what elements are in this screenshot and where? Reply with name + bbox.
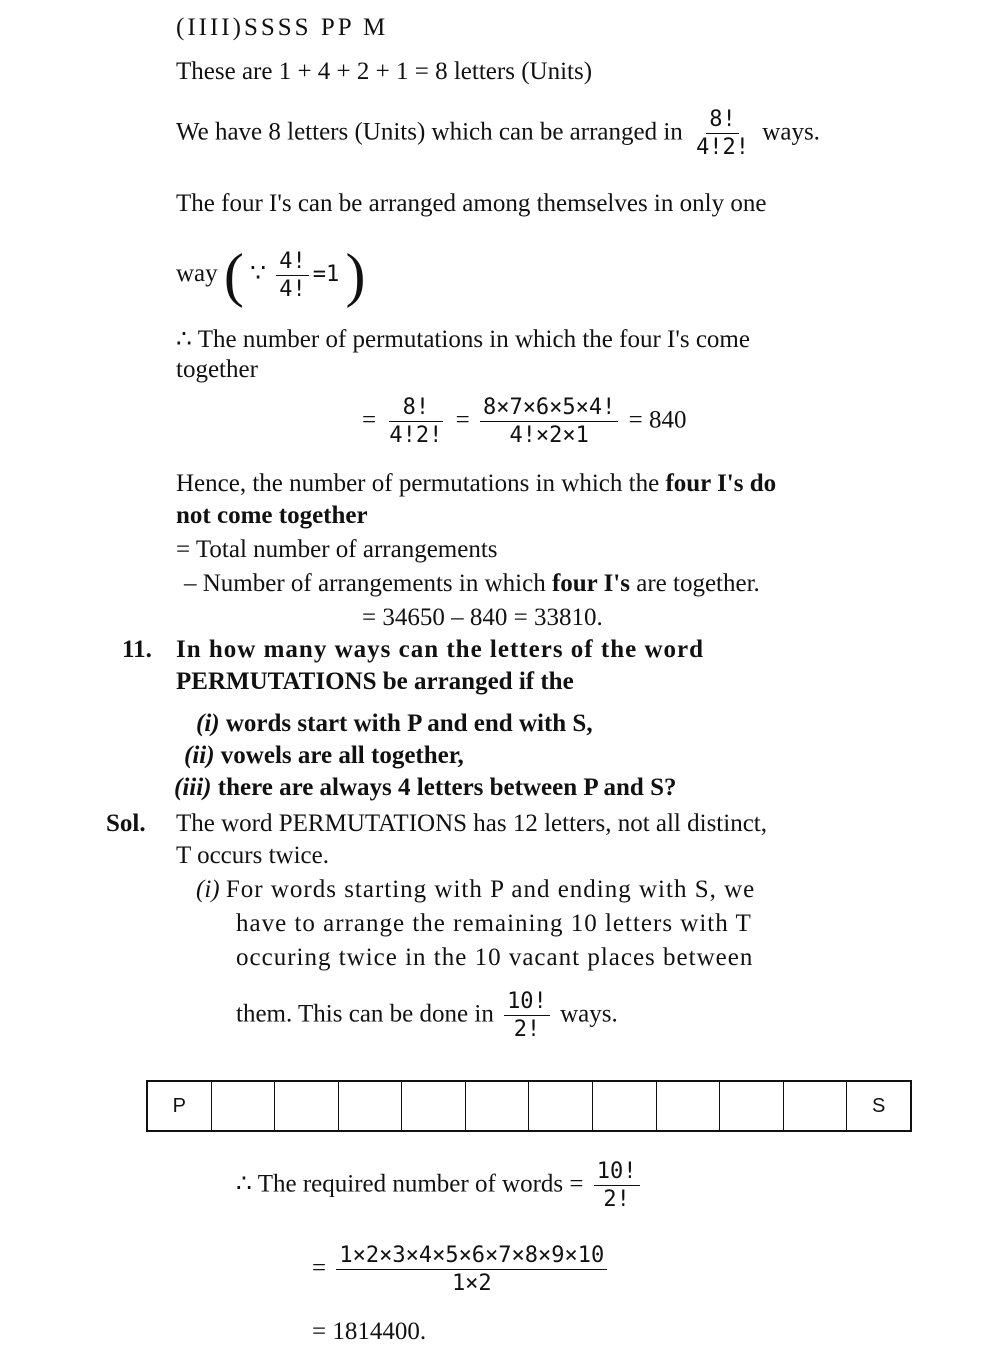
slot (339, 1082, 403, 1130)
question-text: PERMUTATIONS be arranged if the (176, 668, 574, 695)
question-part (174, 772, 676, 804)
fraction (594, 1160, 640, 1211)
question-part (184, 740, 464, 772)
text-line: = 1814400. (312, 1318, 427, 1345)
text-line: occuring twice in the 10 vacant places between (236, 944, 754, 971)
text-line (236, 1160, 644, 1211)
denominator: 2! (603, 1187, 630, 1213)
part-text: words start with P and end with S, (225, 710, 593, 737)
text: = (312, 1254, 327, 1282)
equation (312, 1244, 611, 1295)
slot (657, 1082, 721, 1130)
text-line (176, 468, 776, 500)
text-line (196, 874, 755, 906)
numerator: 4! (276, 250, 309, 276)
numerator: 10! (504, 990, 550, 1016)
part-label: (i) (196, 710, 220, 737)
text-line: have to arrange the remaining 10 letters with T (236, 910, 752, 937)
text-line (176, 108, 820, 159)
slot (529, 1082, 593, 1130)
text: = (362, 406, 377, 434)
text: We have 8 letters (Units) which can be arranged in (176, 118, 683, 146)
text-line: not come together (176, 502, 368, 529)
fraction (276, 250, 309, 301)
numerator: 8×7×6×5×4! (480, 396, 618, 422)
slot (784, 1082, 848, 1130)
text: ∴ The required number of words = (236, 1170, 584, 1198)
text: – Number of arrangements in which (184, 570, 546, 597)
text: = 840 (628, 406, 687, 434)
question-part (196, 708, 593, 740)
part-label: (iii) (174, 774, 212, 801)
text-line: These are 1 + 4 + 2 + 1 = 8 letters (Units) (176, 58, 593, 85)
text: ways. (762, 118, 820, 146)
text-line: The four I's can be arranged among themselves in only one (176, 190, 767, 217)
slot (402, 1082, 466, 1130)
fraction (336, 1244, 607, 1295)
equation (362, 396, 687, 447)
text-line: The word PERMUTATIONS has 12 letters, not all distinct, (176, 810, 767, 837)
denominator: 2! (513, 1017, 541, 1043)
part-label: (i) (196, 876, 220, 903)
text: ways. (560, 1000, 618, 1028)
question-text: In how many ways can the letters of the word (176, 636, 704, 663)
fraction (693, 108, 752, 159)
slot (720, 1082, 784, 1130)
numerator: 1×2×3×4×5×6×7×8×9×10 (336, 1244, 607, 1270)
part-text: there are always 4 letters between P and S? (217, 774, 677, 801)
text-line: ∴ The number of permutations in which the four I's come (176, 326, 750, 353)
numerator: 8! (706, 108, 739, 134)
letter-slots-grid (146, 1080, 912, 1132)
left-paren: ( (223, 242, 244, 309)
text-line: = 34650 – 840 = 33810. (362, 604, 603, 631)
text: For words starting with P and ending with S, we (225, 876, 756, 903)
denominator: 4!2! (389, 423, 443, 449)
slot-last: S (871, 1094, 886, 1117)
slot (466, 1082, 530, 1130)
denominator: 4!2! (696, 135, 750, 161)
text-line (176, 242, 366, 309)
text-line: T occurs twice. (176, 842, 329, 869)
text-line (236, 990, 618, 1041)
text: way (176, 260, 218, 287)
because-symbol: ∵ (250, 260, 267, 287)
fraction (386, 396, 445, 447)
numerator: 8! (389, 396, 444, 422)
fraction (504, 990, 550, 1041)
slot (275, 1082, 339, 1130)
text: Hence, the number of permutations in which the (176, 470, 660, 497)
part-text: vowels are all together, (220, 742, 464, 769)
right-paren: ) (345, 242, 366, 309)
slot (593, 1082, 657, 1130)
denominator: 4!×2×1 (509, 423, 589, 449)
bold-text: four I's do (665, 470, 777, 497)
text: them. This can be done in (236, 1000, 494, 1028)
slot (212, 1082, 276, 1130)
part-label: (ii) (184, 742, 215, 769)
question-number: 11. (122, 636, 152, 663)
text-line: together (176, 356, 258, 383)
bold-text: four I's (551, 570, 630, 597)
slot-first: P (148, 1082, 212, 1130)
text: are together. (636, 570, 760, 597)
denominator: 4! (279, 276, 306, 302)
text: = (455, 406, 470, 434)
text-line: (IIII)SSSS PP M (176, 14, 389, 41)
text-line: = Total number of arrangements (176, 536, 498, 563)
fraction (480, 396, 618, 447)
numerator: 10! (594, 1160, 640, 1186)
denominator: 1×2 (451, 1271, 492, 1297)
text: =1 (312, 262, 340, 287)
text-line (184, 568, 760, 600)
solution-label: Sol. (106, 810, 146, 837)
